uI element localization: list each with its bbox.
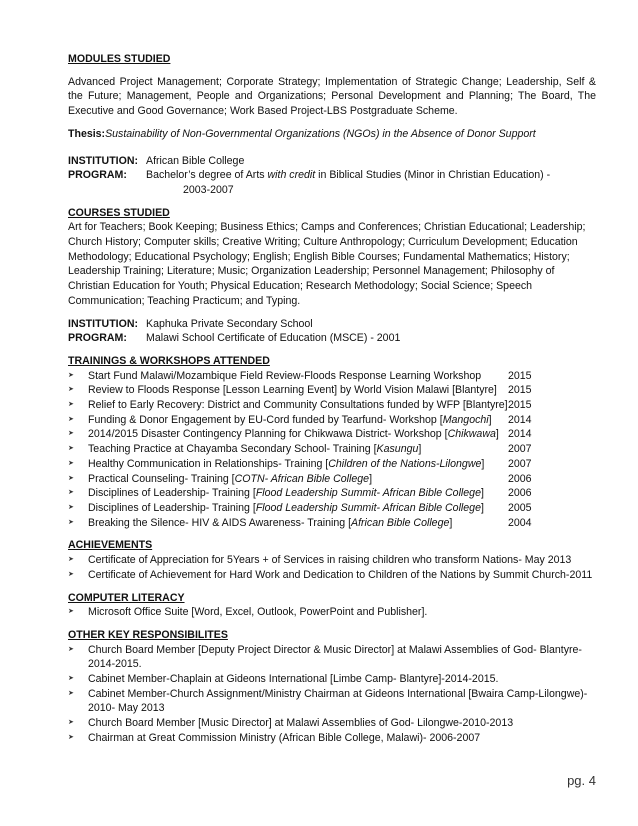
achievement-text: Certificate of Achievement for Hard Work and Dedication to Children of the Nations by Summit Church-2011 — [88, 568, 593, 581]
bullet-arrow-icon: ➤ — [68, 415, 74, 423]
edu1-program — [146, 168, 596, 183]
training-em: Chikwawa — [447, 428, 496, 441]
training-item — [68, 413, 596, 428]
responsibilities-list — [68, 643, 596, 746]
training-em: COTN- African Bible College — [234, 472, 370, 485]
bullet-arrow-icon: ➤ — [68, 503, 74, 511]
bullet-arrow-icon: ➤ — [68, 518, 74, 526]
achievements-list — [68, 553, 596, 582]
bullet-arrow-icon: ➤ — [68, 608, 74, 616]
achievement-text: Certificate of Appreciation for 5Years + of Services in raising children who transform Nations- May 2013 — [88, 554, 572, 567]
training-item — [68, 457, 596, 472]
bullet-arrow-icon: ➤ — [68, 689, 74, 697]
bullet-arrow-icon: ➤ — [68, 645, 74, 653]
bullet-arrow-icon: ➤ — [68, 401, 74, 409]
training-text: Relief to Early Recovery: District and Community Consultations funded by WFP [Blantyre] — [88, 399, 508, 412]
bullet-arrow-icon: ➤ — [68, 371, 74, 379]
courses-text: Art for Teachers; Book Keeping; Business Ethics; Camps and Conferences; Christian Educational; Leadership; Church History; Computer skills; Creative Writing; Culture Anthropology; Curriculum Development; Education Methodology; Educational Psychology; English; English Bible Courses; Fundamental Mathematics; History; Leadership Training; Literature; Music; Organization Leadership; Personnel Management; Philosophy of Christian Education for Youth; Physical Education; Research Methodology; Social Science; Speech Communication; Teaching Practicum; and Typing. — [68, 221, 586, 307]
edu2-institution: Kaphuka Private Secondary School — [146, 317, 313, 330]
training-year: 2007 — [508, 457, 532, 470]
training-em: Flood Leadership Summit- African Bible College — [255, 501, 481, 514]
bullet-arrow-icon: ➤ — [68, 474, 74, 482]
training-text: Healthy Communication in Relationships- Training [ — [88, 457, 329, 470]
training-year: 2014 — [508, 428, 532, 441]
bullet-arrow-icon: ➤ — [68, 675, 74, 683]
computer-list — [68, 605, 596, 620]
edu2-program: Malawi School Certificate of Education (MSCE) - 2001 — [146, 332, 401, 345]
courses-heading: COURSES STUDIED — [68, 206, 170, 219]
responsibility-item — [68, 687, 596, 716]
bullet-arrow-icon: ➤ — [68, 386, 74, 394]
thesis — [68, 127, 596, 142]
responsibility-text: Church Board Member [Music Director] at Malawi Assemblies of God- Lilongwe-2010-2013 — [88, 717, 514, 730]
bullet-arrow-icon: ➤ — [68, 733, 74, 741]
achievement-item — [68, 568, 596, 583]
trainings-heading: TRAININGS & WORKSHOPS ATTENDED — [68, 354, 270, 367]
bullet-arrow-icon: ➤ — [68, 445, 74, 453]
training-post: ] — [449, 516, 453, 529]
bullet-arrow-icon: ➤ — [68, 489, 74, 497]
training-post: ] — [488, 413, 492, 426]
training-item — [68, 442, 596, 457]
training-text: Breaking the Silence- HIV & AIDS Awareness- Training [ — [88, 516, 352, 529]
bullet-arrow-icon: ➤ — [68, 556, 74, 564]
achievement-item — [68, 553, 596, 568]
training-post: ] — [495, 428, 499, 441]
bullet-arrow-icon: ➤ — [68, 719, 74, 727]
training-text: Teaching Practice at Chayamba Secondary School- Training [ — [88, 443, 377, 456]
training-year: 2015 — [508, 384, 532, 397]
thesis-text: Sustainability of Non-Governmental Organizations (NGOs) in the Absence of Donor Support — [105, 127, 536, 140]
training-post: ] — [480, 487, 484, 500]
bullet-arrow-icon: ➤ — [68, 430, 74, 438]
edu2-program-label: PROGRAM: — [68, 332, 127, 345]
responsibility-item — [68, 672, 596, 687]
edu1-program-label: PROGRAM: — [68, 169, 127, 182]
training-year: 2004 — [508, 516, 532, 529]
modules-heading: MODULES STUDIED — [68, 53, 171, 65]
computer-text: Microsoft Office Suite [Word, Excel, Outlook, PowerPoint and Publisher]. — [88, 606, 428, 619]
edu2-institution-label: INSTITUTION: — [68, 317, 139, 330]
training-text: Practical Counseling- Training [ — [88, 472, 235, 485]
training-text: Disciplines of Leadership- Training [ — [88, 501, 256, 514]
training-year: 2015 — [508, 369, 532, 382]
thesis-label: Thesis: — [68, 127, 106, 140]
training-post: ] — [369, 472, 373, 485]
resume-page — [68, 52, 596, 746]
training-item — [68, 383, 596, 398]
training-post: ] — [481, 457, 485, 470]
edu1-program-c: in Biblical Studies (Minor in Christian Education) - — [315, 169, 551, 182]
responsibility-text: Chairman at Great Commission Ministry (African Bible College, Malawi)- 2006-2007 — [88, 731, 481, 744]
training-item — [68, 369, 596, 384]
training-em: African Bible College — [351, 516, 450, 529]
edu1-institution: African Bible College — [146, 154, 245, 167]
training-item — [68, 516, 596, 531]
edu1-institution-label: INSTITUTION: — [68, 154, 139, 167]
training-year: 2005 — [508, 501, 532, 514]
training-item — [68, 486, 596, 501]
computer-heading: COMPUTER LITERACY — [68, 591, 185, 604]
edu1-program-row — [68, 168, 596, 183]
trainings-list — [68, 369, 596, 531]
training-em: Kasungu — [376, 443, 419, 456]
training-item — [68, 398, 596, 413]
edu1-institution-row — [68, 154, 596, 169]
responsibility-text: Cabinet Member-Church Assignment/Ministry Chairman at Gideons International [Bwaira Camp-Lilongwe)- 2010- May 2013 — [88, 687, 588, 715]
bullet-arrow-icon: ➤ — [68, 570, 74, 578]
training-year: 2006 — [508, 487, 532, 500]
training-text: Funding & Donor Engagement by EU-Cord funded by Tearfund- Workshop [ — [88, 413, 443, 426]
training-item — [68, 472, 596, 487]
edu1-years: 2003-2007 — [183, 183, 234, 196]
achievements-heading: ACHIEVEMENTS — [68, 539, 153, 552]
training-post: ] — [480, 501, 484, 514]
training-text: Start Fund Malawi/Mozambique Field Review-Floods Response Learning Workshop — [88, 369, 482, 382]
responsibility-item — [68, 643, 596, 672]
responsibility-text: Cabinet Member-Chaplain at Gideons International [Limbe Camp- Blantyre]-2014-2015. — [88, 673, 499, 686]
responsibilities-heading: OTHER KEY RESPONSIBILITES — [68, 628, 228, 641]
edu1-program-a: Bachelor’s degree of Arts — [146, 169, 268, 182]
training-year: 2007 — [508, 443, 532, 456]
edu1-program-b: with credit — [267, 169, 316, 182]
training-year: 2006 — [508, 472, 532, 485]
edu2-institution-row — [68, 317, 596, 332]
training-year: 2014 — [508, 413, 532, 426]
responsibility-text: Church Board Member [Deputy Project Director & Music Director] at Malawi Assemblies of God- Blantyre- 2014-2015. — [88, 643, 582, 671]
training-text: Review to Floods Response [Lesson Learning Event] by World Vision Malawi [Blantyre] — [88, 384, 497, 397]
modules-text: Advanced Project Management; Corporate Strategy; Implementation of Strategic Change; Leadership, Self & the Future; Management, People and Organizations; Personal Development and Planning; The Board, The Executive and Good Governance; Work Based Project-LBS Postgraduate Scheme. — [68, 75, 596, 118]
training-em: Flood Leadership Summit- African Bible College — [255, 487, 481, 500]
training-item — [68, 501, 596, 516]
training-item — [68, 427, 596, 442]
training-year: 2015 — [508, 399, 532, 412]
training-em: Mangochi — [442, 413, 489, 426]
training-text: 2014/2015 Disaster Contingency Planning for Chikwawa District- Workshop [ — [88, 428, 448, 441]
edu2-program-row — [68, 331, 596, 346]
page-number: pg. 4 — [567, 773, 596, 788]
training-em: Children of the Nations-Lilongwe — [328, 457, 482, 470]
responsibility-item — [68, 731, 596, 746]
responsibility-item — [68, 716, 596, 731]
computer-item — [68, 605, 596, 620]
training-post: ] — [418, 443, 422, 456]
training-text: Disciplines of Leadership- Training [ — [88, 487, 256, 500]
bullet-arrow-icon: ➤ — [68, 459, 74, 467]
